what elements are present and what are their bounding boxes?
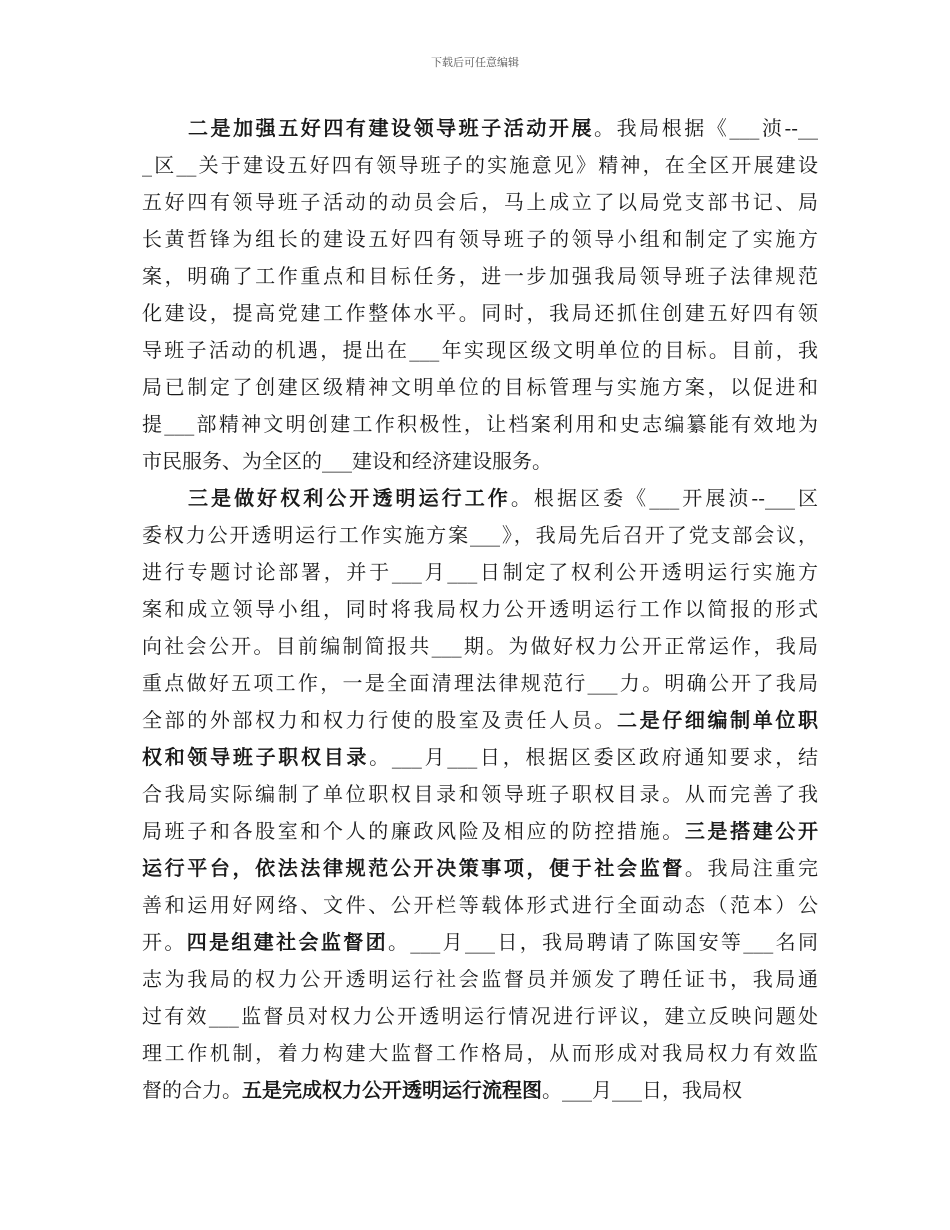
- text-line: [142, 147, 818, 184]
- text-run: 。___月___日，我局聘请了陈国安等___名同: [387, 930, 819, 954]
- text-run: 善和运用好网络、文件、公开栏等载体形式进行全面动态（范本）公: [142, 893, 818, 917]
- text-run: 局已制定了创建区级精神文明单位的目标管理与实施方案，以促进和: [142, 375, 818, 399]
- bold-heading-text: 三是搭建公开: [684, 819, 819, 843]
- text-line: [142, 591, 818, 628]
- text-line: [142, 1035, 818, 1072]
- text-line: [142, 369, 818, 406]
- bold-heading-text: 五是完成权力公开透明运行流程图: [242, 1078, 542, 1102]
- text-run: 案，明确了工作重点和目标任务，进一步加强我局领导班子法律规范: [142, 264, 818, 288]
- text-line: [142, 961, 818, 998]
- bold-heading-text: 运行平台，依法法律规范公开决策事项，便于社会监督: [142, 856, 685, 880]
- text-run: 理工作机制，着力构建大监督工作格局，从而形成对我局权力有效监: [142, 1041, 818, 1065]
- text-line: [142, 1072, 818, 1109]
- text-run: 。我局注重完: [684, 856, 819, 880]
- text-run: 长黄哲锋为组长的建设五好四有领导班子的领导小组和制定了实施方: [142, 227, 818, 251]
- text-line: [142, 184, 818, 221]
- text-run: 案和成立领导小组，同时将我局权力公开透明运行工作以简报的形式: [142, 597, 818, 621]
- text-line: [142, 554, 818, 591]
- text-run: 合我局实际编制了单位职权目录和领导班子职权目录。从而完善了我: [142, 782, 818, 806]
- text-run: 。___月___日，我局权: [542, 1078, 742, 1102]
- text-run: _区__关于建设五好四有领导班子的实施意见》精神，在全区开展建设: [142, 153, 818, 177]
- text-run: 志为我局的权力公开透明运行社会监督员并颁发了聘任证书，我局通: [142, 967, 818, 991]
- paragraph: [142, 110, 818, 480]
- text-run: 导班子活动的机遇，提出在___年实现区级文明单位的目标。目前，我: [142, 338, 818, 362]
- text-line: [142, 850, 818, 887]
- text-line: [142, 665, 818, 702]
- text-run: 过有效___监督员对权力公开透明运行情况进行评议，建立反映问题处: [142, 1004, 818, 1028]
- text-run: 进行专题讨论部署，并于___月___日制定了权利公开透明运行实施方: [142, 560, 818, 584]
- text-run: 化建设，提高党建工作整体水平。同时，我局还抓住创建五好四有领: [142, 301, 818, 325]
- text-line: [142, 517, 818, 554]
- document-body: [142, 110, 818, 1109]
- page-header: 下载后可任意编辑: [431, 56, 519, 69]
- text-line: [142, 258, 818, 295]
- text-line: [142, 406, 818, 443]
- text-line: [142, 480, 818, 517]
- text-run: 市民服务、为全区的___建设和经济建设服务。: [142, 449, 552, 473]
- bold-heading-text: 三是做好权利公开透明运行工作: [188, 486, 511, 510]
- text-run: 局班子和各股室和个人的廉政风险及相应的防控措施。: [142, 819, 685, 843]
- bold-heading-text: 四是组建社会监督团: [186, 930, 388, 954]
- text-run: 。根据区委《___开展浈--___区: [510, 486, 819, 510]
- text-run: 督的合力。: [142, 1078, 242, 1102]
- bold-heading-text: 二是仔细编制单位职: [617, 708, 819, 732]
- text-line: [142, 221, 818, 258]
- text-run: 。___月___日，根据区委区政府通知要求，结: [369, 745, 819, 769]
- text-run: 全部的外部权力和权力行使的股室及责任人员。: [142, 708, 618, 732]
- text-line: [142, 813, 818, 850]
- text-run: 提___部精神文明创建工作积极性，让档案利用和史志编纂能有效地为: [142, 412, 818, 436]
- text-line: [142, 443, 818, 480]
- text-line: [142, 295, 818, 332]
- paragraph: [142, 480, 818, 1109]
- text-line: [142, 887, 818, 924]
- bold-heading-text: 权和领导班子职权目录: [142, 745, 370, 769]
- text-line: [142, 924, 818, 961]
- text-line: [142, 739, 818, 776]
- text-line: [142, 628, 818, 665]
- text-line: [142, 110, 818, 147]
- text-run: 五好四有领导班子活动的动员会后，马上成立了以局党支部书记、局: [142, 190, 818, 214]
- text-line: [142, 998, 818, 1035]
- text-run: 。我局根据《___浈--__: [594, 116, 819, 140]
- bold-heading-text: 二是加强五好四有建设领导班子活动开展: [188, 116, 595, 140]
- text-run: 委权力公开透明运行工作实施方案___》，我局先后召开了党支部会议，: [142, 523, 818, 547]
- text-run: 开。: [142, 930, 187, 954]
- text-line: [142, 332, 818, 369]
- text-run: 向社会公开。目前编制简报共___期。为做好权力公开正常运作，我局: [142, 634, 818, 658]
- text-line: [142, 702, 818, 739]
- text-line: [142, 776, 818, 813]
- text-run: 重点做好五项工作，一是全面清理法律规范行___力。明确公开了我局: [142, 671, 818, 695]
